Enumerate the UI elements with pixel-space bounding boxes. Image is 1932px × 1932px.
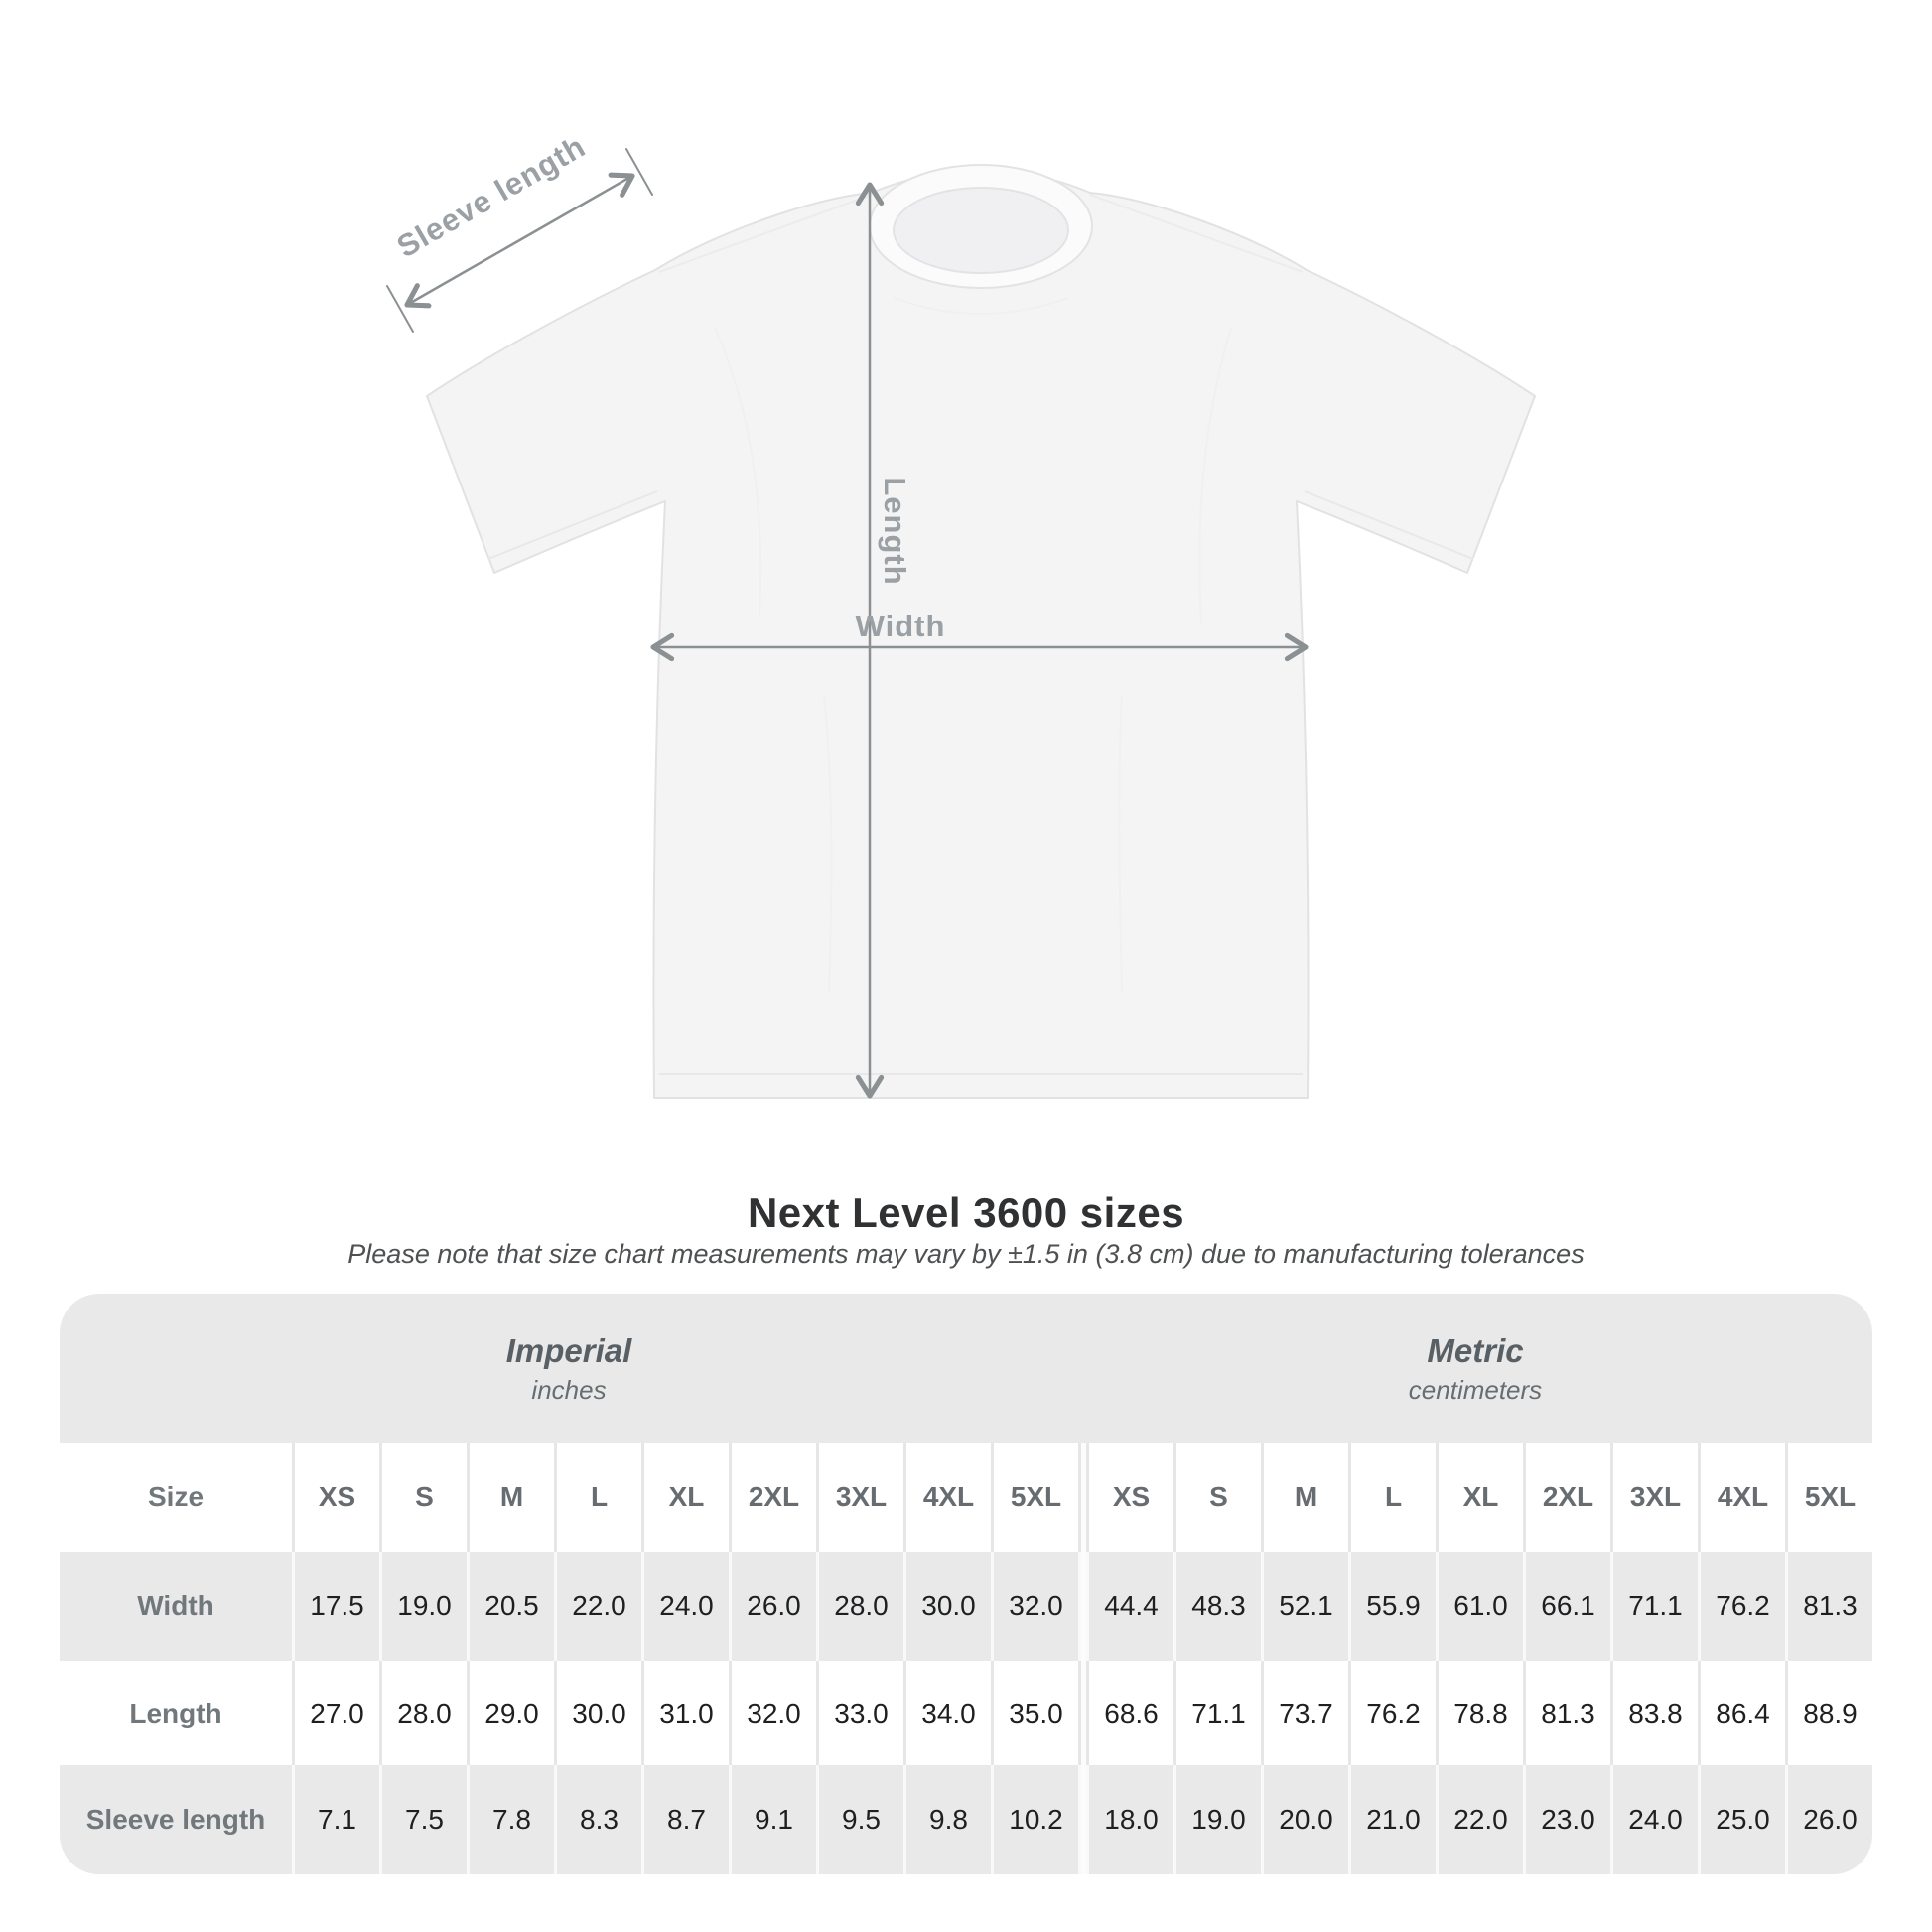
size-header-cell: 4XL — [903, 1443, 991, 1552]
unit-header-band — [60, 1294, 1872, 1443]
value-cell: 18.0 — [1086, 1765, 1173, 1874]
value-cell: 73.7 — [1261, 1661, 1348, 1765]
table-header-row — [60, 1443, 1872, 1552]
value-cell: 28.0 — [816, 1552, 903, 1661]
value-cell: 32.0 — [991, 1552, 1078, 1661]
sleeve-length-label: Sleeve length — [390, 128, 592, 265]
value-cell: 9.5 — [816, 1765, 903, 1874]
size-header-cell: 3XL — [816, 1443, 903, 1552]
size-header-cell: 4XL — [1698, 1443, 1785, 1552]
value-cell: 30.0 — [554, 1661, 641, 1765]
value-cell: 20.0 — [1261, 1765, 1348, 1874]
width-label: Width — [855, 609, 946, 643]
table-row-width — [60, 1552, 1872, 1661]
page-title: Next Level 3600 sizes — [747, 1189, 1185, 1236]
size-header-cell: 3XL — [1610, 1443, 1698, 1552]
size-column-header: Size — [147, 1481, 205, 1512]
size-disclaimer: Please note that size chart measurements may vary by ±1.5 in (3.8 cm) due to manufacturing tolerances — [347, 1239, 1585, 1269]
value-cell: 27.0 — [292, 1661, 379, 1765]
value-cell: 21.0 — [1348, 1765, 1436, 1874]
metric-title: Metric — [1427, 1331, 1524, 1369]
value-cell: 7.8 — [467, 1765, 554, 1874]
size-header-cell: S — [379, 1443, 467, 1552]
size-header-cell: 5XL — [1785, 1443, 1872, 1552]
value-cell: 81.3 — [1785, 1552, 1872, 1661]
length-label: Length — [878, 477, 912, 586]
value-cell: 28.0 — [379, 1661, 467, 1765]
metric-header — [1078, 1294, 1872, 1443]
size-header-cell: XL — [641, 1443, 729, 1552]
unit-divider — [1078, 1661, 1086, 1765]
value-cell: 68.6 — [1086, 1661, 1173, 1765]
value-cell: 26.0 — [729, 1552, 816, 1661]
imperial-header — [60, 1294, 1078, 1443]
size-header-cell: 2XL — [1523, 1443, 1610, 1552]
row-label: Length — [129, 1697, 222, 1728]
value-cell: 24.0 — [641, 1552, 729, 1661]
value-cell: 55.9 — [1348, 1552, 1436, 1661]
table-row-sleeve-length — [60, 1765, 1872, 1874]
value-cell: 23.0 — [1523, 1765, 1610, 1874]
size-header-cell: M — [1261, 1443, 1348, 1552]
size-header-cell: XS — [292, 1443, 379, 1552]
row-label: Sleeve length — [85, 1804, 266, 1835]
size-header-cell: XS — [1086, 1443, 1173, 1552]
value-cell: 22.0 — [1436, 1765, 1523, 1874]
value-cell: 17.5 — [292, 1552, 379, 1661]
imperial-title: Imperial — [505, 1331, 632, 1369]
value-cell: 31.0 — [641, 1661, 729, 1765]
value-cell: 19.0 — [379, 1552, 467, 1661]
value-cell: 8.7 — [641, 1765, 729, 1874]
value-cell: 61.0 — [1436, 1552, 1523, 1661]
value-cell: 9.8 — [903, 1765, 991, 1874]
unit-divider — [1078, 1443, 1086, 1552]
size-header-cell: 5XL — [991, 1443, 1078, 1552]
value-cell: 35.0 — [991, 1661, 1078, 1765]
value-cell: 20.5 — [467, 1552, 554, 1661]
value-cell: 34.0 — [903, 1661, 991, 1765]
imperial-unit: inches — [531, 1374, 607, 1405]
value-cell: 71.1 — [1610, 1552, 1698, 1661]
value-cell: 24.0 — [1610, 1765, 1698, 1874]
value-cell: 7.1 — [292, 1765, 379, 1874]
value-cell: 48.3 — [1173, 1552, 1261, 1661]
value-cell: 8.3 — [554, 1765, 641, 1874]
value-cell: 32.0 — [729, 1661, 816, 1765]
size-header-cell: M — [467, 1443, 554, 1552]
value-cell: 25.0 — [1698, 1765, 1785, 1874]
value-cell: 19.0 — [1173, 1765, 1261, 1874]
value-cell: 10.2 — [991, 1765, 1078, 1874]
value-cell: 86.4 — [1698, 1661, 1785, 1765]
value-cell: 66.1 — [1523, 1552, 1610, 1661]
metric-unit: centimeters — [1408, 1374, 1543, 1405]
value-cell: 83.8 — [1610, 1661, 1698, 1765]
unit-divider — [1078, 1765, 1086, 1874]
value-cell: 76.2 — [1348, 1661, 1436, 1765]
value-cell: 78.8 — [1436, 1661, 1523, 1765]
value-cell: 52.1 — [1261, 1552, 1348, 1661]
value-cell: 88.9 — [1785, 1661, 1872, 1765]
size-header-cell: XL — [1436, 1443, 1523, 1552]
tshirt-shape — [427, 165, 1535, 1098]
value-cell: 29.0 — [467, 1661, 554, 1765]
collar — [870, 165, 1092, 288]
size-table — [60, 1294, 1872, 1874]
size-header-cell: L — [1348, 1443, 1436, 1552]
value-cell: 30.0 — [903, 1552, 991, 1661]
size-header-cell: S — [1173, 1443, 1261, 1552]
size-header-cell: L — [554, 1443, 641, 1552]
value-cell: 9.1 — [729, 1765, 816, 1874]
value-cell: 33.0 — [816, 1661, 903, 1765]
value-cell: 7.5 — [379, 1765, 467, 1874]
value-cell: 76.2 — [1698, 1552, 1785, 1661]
value-cell: 81.3 — [1523, 1661, 1610, 1765]
size-header-cell: 2XL — [729, 1443, 816, 1552]
value-cell: 44.4 — [1086, 1552, 1173, 1661]
value-cell: 22.0 — [554, 1552, 641, 1661]
value-cell: 71.1 — [1173, 1661, 1261, 1765]
row-label: Width — [137, 1590, 214, 1621]
value-cell: 26.0 — [1785, 1765, 1872, 1874]
unit-divider — [1078, 1552, 1086, 1661]
table-row-length — [60, 1661, 1872, 1765]
